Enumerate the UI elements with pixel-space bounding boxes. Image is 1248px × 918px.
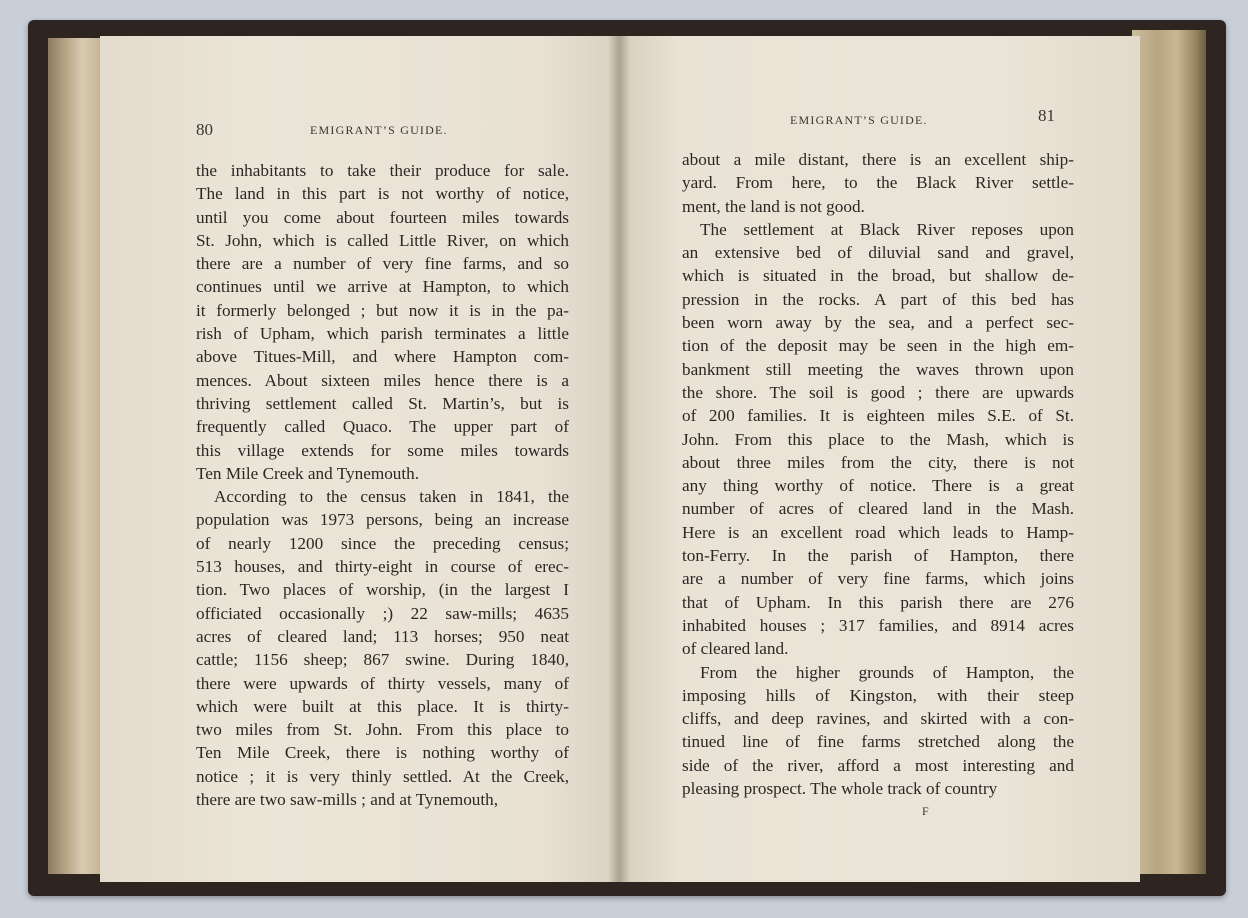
text-line: rish of Upham, which parish terminates a little: [196, 324, 569, 344]
text-line: there are a number of very fine farms, and so: [196, 254, 569, 274]
text-line: until you come about fourteen miles towards: [196, 207, 569, 227]
text-line: officiated occasionally ;) 22 saw-mills; 4635: [196, 603, 569, 623]
text-line: two miles from St. John. From this place to: [196, 720, 569, 740]
text-line: The land in this part is not worthy of notice,: [196, 184, 569, 204]
text-line: the inhabitants to take their produce for sale.: [196, 161, 569, 180]
text-line: this village extends for some miles towards: [196, 440, 569, 460]
text-line: that of Upham. In this parish there are 276: [682, 592, 1074, 612]
text-line: pleasing prospect. The whole track of country: [682, 779, 998, 799]
text-line: inhabited houses ; 317 families, and 8914 acres: [682, 615, 1074, 635]
text-line: are a number of very fine farms, which joins: [682, 569, 1074, 589]
text-line: frequently called Quaco. The upper part of: [196, 417, 569, 437]
right-page-text: [682, 148, 1074, 800]
book-gutter: [608, 36, 630, 882]
text-line: of 200 families. It is eighteen miles S.E. of St.: [682, 406, 1074, 426]
text-line: tion. Two places of worship, (in the largest I: [196, 580, 569, 600]
text-line: tion of the deposit may be seen in the high em-: [682, 336, 1074, 356]
right-page-number: 81: [1038, 106, 1055, 125]
text-line: cattle; 1156 sheep; 867 swine. During 1840,: [196, 650, 569, 670]
text-line: of cleared land.: [682, 639, 789, 659]
right-running-head: EMIGRANT’S GUIDE.: [790, 113, 928, 127]
page-edges-right: [1132, 30, 1206, 874]
text-line: an extensive bed of diluvial sand and gravel,: [682, 243, 1074, 263]
text-line: pression in the rocks. A part of this bed has: [682, 289, 1074, 309]
text-line: the shore. The soil is good ; there are upwards: [682, 382, 1074, 402]
text-line: above Titues-Mill, and where Hampton com-: [196, 347, 569, 367]
text-line: continues until we arrive at Hampton, to which: [196, 277, 569, 297]
text-line: about a mile distant, there is an excellent ship-: [682, 150, 1074, 169]
text-line: side of the river, afford a most interesting and: [682, 755, 1074, 775]
text-line: been worn away by the sea, and a perfect sec-: [682, 313, 1074, 333]
text-line: mences. About sixteen miles hence there is a: [196, 370, 569, 390]
text-line: According to the census taken in 1841, the: [214, 487, 569, 507]
text-line: number of acres of cleared land in the Mash.: [682, 499, 1074, 519]
text-line: St. John, which is called Little River, on which: [196, 230, 569, 250]
text-line: tinued line of fine farms stretched along the: [682, 732, 1074, 752]
right-page: [618, 36, 1140, 882]
text-line: Here is an excellent road which leads to Hamp-: [682, 522, 1074, 542]
text-line: which were built at this place. It is thirty-: [196, 696, 569, 716]
left-running-head: EMIGRANT’S GUIDE.: [310, 123, 448, 137]
text-line: notice ; it is very thinly settled. At the Creek,: [196, 766, 569, 786]
signature-mark: F: [922, 804, 930, 818]
text-line: any thing worthy of notice. There is a great: [682, 476, 1074, 496]
left-page: [100, 36, 618, 882]
text-line: From the higher grounds of Hampton, the: [700, 662, 1074, 682]
text-line: there were upwards of thirty vessels, many of: [196, 673, 569, 693]
text-line: acres of cleared land; 113 horses; 950 neat: [196, 626, 569, 646]
text-line: cliffs, and deep ravines, and skirted with a con-: [682, 709, 1074, 729]
text-line: there are two saw-mills ; and at Tynemouth,: [196, 790, 499, 810]
text-line: ment, the land is not good.: [682, 196, 865, 216]
text-line: of nearly 1200 since the preceding census;: [196, 533, 569, 553]
text-line: Ten Mile Creek, there is nothing worthy of: [196, 743, 569, 763]
text-line: The settlement at Black River reposes upon: [700, 219, 1074, 239]
text-line: ton-Ferry. In the parish of Hampton, there: [682, 546, 1074, 566]
text-line: about three miles from the city, there is not: [682, 452, 1074, 472]
text-line: thriving settlement called St. Martin’s, but is: [196, 393, 569, 413]
text-line: population was 1973 persons, being an increase: [196, 510, 569, 530]
text-line: 513 houses, and thirty-eight in course of erec-: [196, 557, 569, 577]
text-line: Ten Mile Creek and Tynemouth.: [196, 463, 420, 483]
text-line: yard. From here, to the Black River settle-: [682, 173, 1074, 193]
left-page-number: 80: [196, 120, 213, 139]
left-page-text: [196, 159, 569, 811]
text-line: it formerly belonged ; but now it is in the pa-: [196, 300, 569, 320]
text-line: bankment still meeting the waves thrown upon: [682, 359, 1074, 379]
text-line: John. From this place to the Mash, which is: [682, 429, 1074, 449]
text-line: which is situated in the broad, but shallow de-: [682, 266, 1074, 286]
text-line: imposing hills of Kingston, with their steep: [682, 685, 1074, 705]
